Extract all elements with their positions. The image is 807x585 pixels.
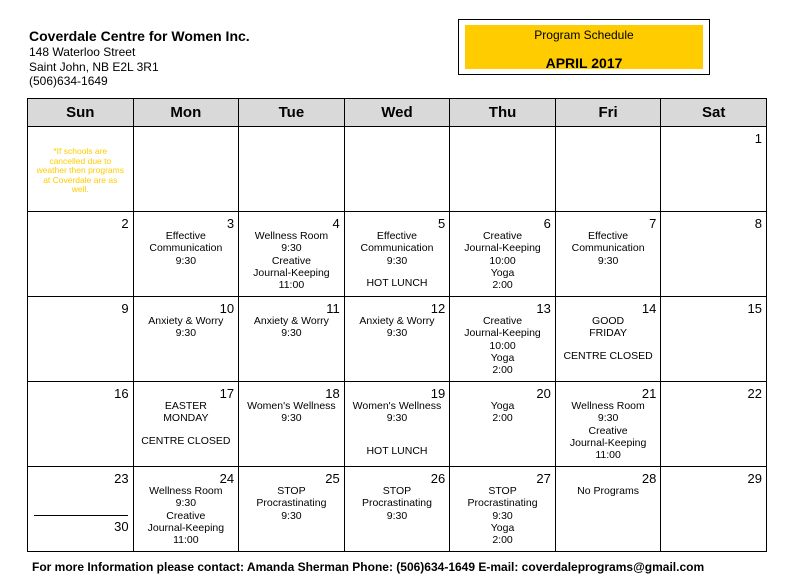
calendar-day-cell [450,212,556,297]
program-line: 9:30 [597,412,619,425]
calendar-day-cell [28,467,134,552]
program-line: Yoga [490,351,515,364]
calendar-day-cell [555,297,661,382]
program-line: Creative [271,254,311,267]
calendar-week-row [28,467,767,552]
program-line: Wellness Room [254,230,329,242]
program-line: Creative [166,509,206,522]
day-number: 8 [754,216,762,231]
calendar-week-row [28,297,767,382]
weekday-header: Sun [28,99,134,127]
program-line: CENTRE CLOSED [141,434,231,447]
calendar-body [28,127,767,552]
program-line: Women's Wellness [247,400,336,412]
program-line: Creative [482,230,523,242]
program-line: 11:00 [595,449,621,462]
program-line: 9:30 [597,254,619,267]
address-city: Saint John, NB E2L 3R1 [29,59,159,74]
day-number: 17 [219,386,235,401]
weekday-header: Fri [555,99,661,127]
program-spacer [345,435,450,445]
split-day-divider [34,515,128,516]
calendar-day-cell [450,127,556,212]
calendar-day-cell [344,127,450,212]
program-line: 2:00 [492,364,513,377]
day-number: 28 [641,471,657,486]
program-line: 9:30 [281,509,302,522]
day-number: 2 [121,216,129,231]
calendar-day-cell [450,382,556,467]
program-line: Communication [571,242,645,255]
program-line: Wellness Room [149,485,223,497]
program-line: STOP [277,485,306,497]
day-number: 5 [438,216,446,231]
calendar-week-row [28,212,767,297]
program-line: 2:00 [492,412,513,425]
program-line: Journal-Keeping [569,436,647,449]
program-list [239,230,344,291]
program-line: 9:30 [386,412,408,425]
calendar-day-cell [661,467,767,552]
weekday-header: Wed [344,99,450,127]
day-number: 23 [114,471,129,486]
program-line: 9:30 [492,509,513,522]
program-line: Effective [588,230,629,242]
weekday-header-row [28,99,767,127]
weather-note: *If schools are cancelled due to weather then programs at Coverdale are as well. [36,146,124,195]
program-line: Yoga [490,266,515,279]
calendar-day-cell [450,297,556,382]
program-line: 10:00 [489,254,516,267]
program-list [345,230,450,289]
calendar-day-cell [344,382,450,467]
program-spacer [345,425,450,435]
calendar-day-cell [133,297,239,382]
calendar-day-cell [344,212,450,297]
program-list [345,400,450,457]
calendar-day-cell [555,382,661,467]
day-number: 16 [114,386,129,401]
program-list [134,485,239,546]
program-line: 9:30 [281,327,302,340]
program-line: STOP [382,485,412,497]
program-line: Wellness Room [571,400,645,412]
day-number: 18 [325,386,340,401]
organization-name: Coverdale Centre for Women Inc. [29,28,250,44]
program-line: Journal-Keeping [464,242,541,255]
weekday-header: Thu [450,99,556,127]
organization-header [29,28,250,89]
program-line: Effective [165,230,206,242]
day-number: 13 [536,301,551,316]
day-number: 10 [219,301,235,316]
address-street: 148 Waterloo Street [29,45,136,59]
program-line: Procrastinating [256,497,327,510]
day-number: 11 [326,301,340,316]
program-list [239,485,344,522]
calendar-day-cell [133,382,239,467]
program-line: FRIDAY [589,327,627,340]
day-number: 9 [121,301,129,316]
program-list [134,315,239,340]
calendar-day-cell [28,127,134,212]
calendar-day-cell [133,212,239,297]
program-line: Communication [149,242,223,255]
calendar-week-row [28,382,767,467]
day-number: 14 [641,301,657,316]
program-line: Yoga [490,400,515,412]
day-number: 30 [114,519,129,534]
calendar-day-cell [344,467,450,552]
program-spacer [345,267,450,277]
calendar-week-row [28,127,767,212]
organization-phone: (506)634-1649 [29,74,108,88]
program-line: Anxiety & Worry [148,315,224,327]
day-number: 19 [430,386,446,401]
day-number: 15 [747,301,762,316]
program-line: 9:30 [386,254,408,267]
calendar-day-cell [239,127,345,212]
calendar-day-cell [239,297,345,382]
day-number: 7 [649,216,657,231]
program-line: 9:30 [386,509,408,522]
calendar-day-cell [28,212,134,297]
day-number: 24 [219,471,235,486]
program-list [450,230,555,291]
day-number: 12 [430,301,446,316]
program-list [450,400,555,425]
program-spacer [556,340,661,350]
calendar-day-cell [133,467,239,552]
weekday-header: Tue [239,99,345,127]
schedule-title: Program Schedule [534,28,634,42]
program-line: 2:00 [492,534,513,547]
calendar-day-cell [239,467,345,552]
day-number: 21 [641,386,657,401]
program-line: 10:00 [489,339,516,352]
program-line: 9:30 [175,254,197,267]
calendar-day-cell [28,297,134,382]
calendar-grid [27,98,767,552]
program-line: 9:30 [175,327,197,340]
program-list [556,230,661,267]
program-list [556,315,661,362]
program-line: Women's Wellness [352,400,442,412]
program-list [345,315,450,340]
program-list [134,400,239,447]
program-line: Yoga [490,521,515,534]
calendar-day-cell [239,212,345,297]
day-number: 20 [536,386,551,401]
schedule-title-highlight [465,25,703,69]
program-line: Creative [482,315,523,327]
program-line: No Programs [577,485,640,497]
day-number: 4 [332,216,340,231]
program-line: Procrastinating [467,497,538,510]
program-line: 11:00 [173,534,199,547]
calendar-day-cell [661,127,767,212]
day-number: 27 [536,471,551,486]
calendar-day-cell [661,382,767,467]
day-number: 3 [226,216,235,231]
program-line: Journal-Keeping [147,521,225,534]
program-line: 11:00 [278,279,305,292]
calendar-day-cell [661,297,767,382]
day-number: 22 [747,386,762,401]
program-line: 9:30 [281,412,302,425]
program-line: EASTER [164,400,207,412]
calendar-day-cell [555,212,661,297]
program-list [450,485,555,546]
weekday-header: Mon [133,99,239,127]
program-line: Procrastinating [361,497,432,510]
program-line: CENTRE CLOSED [563,349,653,362]
calendar-day-cell [450,467,556,552]
calendar-day-cell [555,467,661,552]
calendar-day-cell [28,382,134,467]
program-line: Effective [376,230,417,242]
program-list [239,315,344,340]
program-line: Journal-Keeping [253,266,330,279]
weekday-header: Sat [661,99,767,127]
program-line: HOT LUNCH [366,276,428,289]
calendar-day-cell [239,382,345,467]
day-number: 25 [325,471,340,486]
schedule-month: APRIL 2017 [545,55,623,71]
program-line: 9:30 [175,497,197,510]
calendar-day-cell [344,297,450,382]
program-line: STOP [488,485,517,497]
program-line: HOT LUNCH [366,444,428,457]
program-line: 9:30 [281,242,302,255]
program-line: MONDAY [163,412,209,425]
program-line: Anxiety & Worry [359,315,435,327]
program-line: Communication [360,242,434,255]
program-list [134,230,239,267]
day-number: 29 [747,471,762,486]
day-number: 1 [754,131,762,146]
day-number: 26 [430,471,446,486]
program-line: Journal-Keeping [464,327,541,340]
program-line: GOOD [592,315,625,327]
calendar-day-cell [661,212,767,297]
program-list [450,315,555,376]
calendar-day-cell [555,127,661,212]
program-list [556,485,661,497]
day-number: 6 [543,216,551,231]
program-spacer [134,425,239,435]
program-line: 2:00 [492,279,513,292]
program-line: 9:30 [386,327,408,340]
contact-footer: For more Information please contact: Amanda Sherman Phone: (506)634-1649 E-mail: coverdaleprograms@gmail.com [32,560,705,574]
program-list [345,485,450,522]
program-line: Anxiety & Worry [253,315,329,327]
program-line: Creative [588,424,628,437]
schedule-title-box [458,19,710,75]
program-list [556,400,661,461]
calendar-day-cell [133,127,239,212]
program-list [239,400,344,425]
